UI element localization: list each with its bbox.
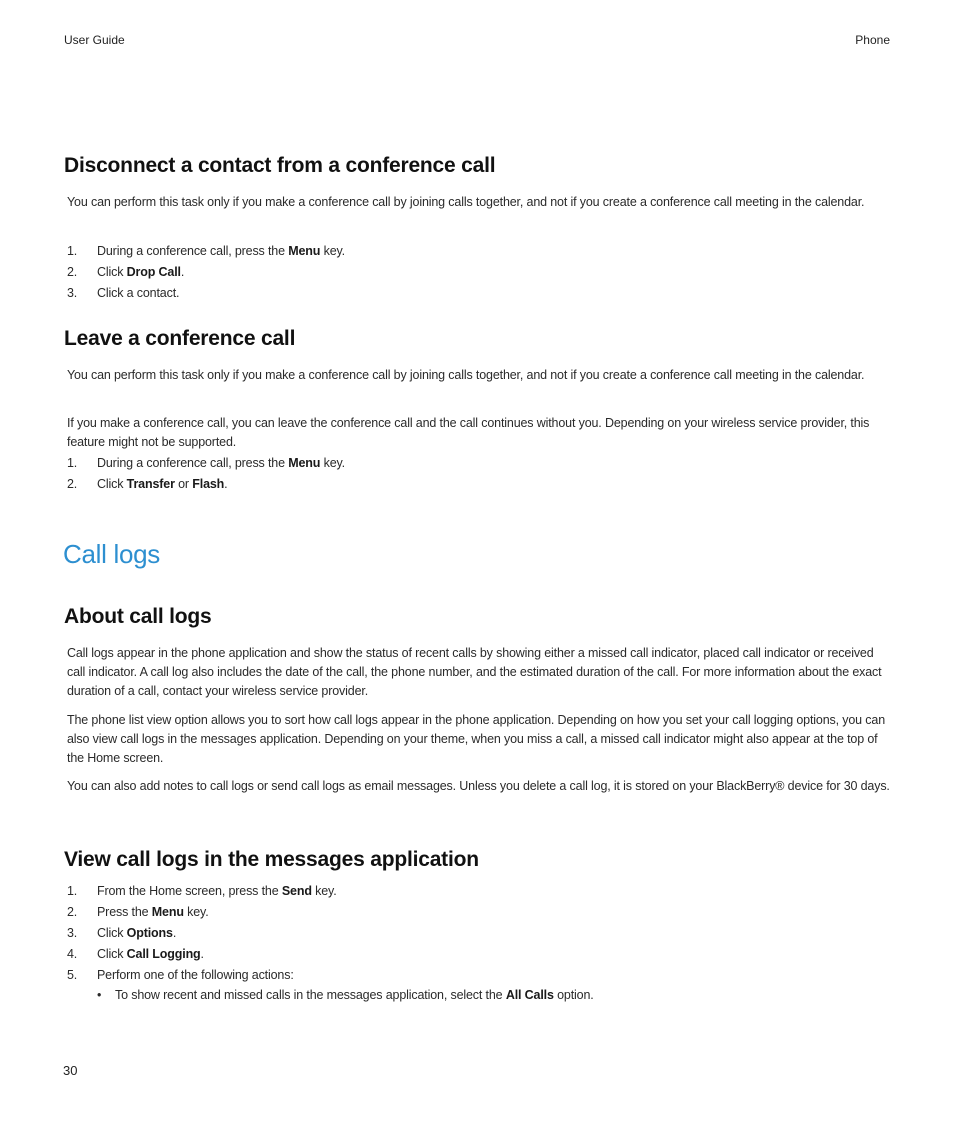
step-number: 2. [67, 477, 78, 491]
page-number: 30 [63, 1063, 78, 1078]
step-text: Click Call Logging. [97, 947, 204, 961]
step-number: 1. [67, 884, 78, 898]
step-number: 5. [67, 968, 78, 982]
section-title-view: View call logs in the messages application [64, 848, 479, 871]
bullet-dot: • [97, 988, 102, 1002]
section-title-disconnect: Disconnect a contact from a conference call [64, 154, 496, 177]
step-number: 1. [67, 456, 78, 470]
bullet-text: To show recent and missed calls in the messages application, select the All Calls option. [115, 988, 594, 1002]
list-item [67, 881, 867, 902]
bullet-item [97, 985, 877, 1006]
list-item [67, 241, 867, 262]
disconnect-intro: You can perform this task only if you make a conference call by joining calls together, and not if you create a conference call meeting in the calendar. [67, 195, 865, 209]
view-steps [67, 881, 867, 986]
step-text: Press the Menu key. [97, 905, 209, 919]
view-bullets [97, 985, 877, 1006]
step-text: From the Home screen, press the Send key. [97, 884, 337, 898]
step-number: 2. [67, 905, 78, 919]
step-number: 4. [67, 947, 78, 961]
about-paragraph-3: You can also add notes to call logs or send call logs as email messages. Unless you delete a call log, it is stored on your BlackBerry® device for 30 days. [67, 779, 890, 793]
list-item [67, 283, 867, 304]
leave-intro: You can perform this task only if you make a conference call by joining calls together, and not if you create a conference call meeting in the calendar. [67, 368, 865, 382]
running-header-left: User Guide [64, 33, 125, 47]
step-text: Click Options. [97, 926, 177, 940]
about-paragraph-2: The phone list view option allows you to sort how call logs appear in the phone application. Depending on how you set your call logging options, you can also view call logs in the messages application. Depending on your theme, when you miss a call, a missed call indicator might also appear at the top of the Home screen. [67, 713, 886, 765]
step-text: During a conference call, press the Menu key. [97, 244, 346, 258]
step-number: 1. [67, 244, 78, 258]
leave-note: If you make a conference call, you can leave the conference call and the call continues without you. Depending on your wireless service provider, this feature might not be supported. [67, 416, 870, 449]
step-text: Click Drop Call. [97, 265, 185, 279]
step-text: Perform one of the following actions: [97, 968, 294, 982]
section-title-about: About call logs [64, 605, 212, 628]
step-number: 2. [67, 265, 78, 279]
step-number: 3. [67, 286, 78, 300]
step-text: Click Transfer or Flash. [97, 477, 228, 491]
list-item [67, 944, 867, 965]
disconnect-steps [67, 241, 867, 304]
running-header-right: Phone [855, 33, 890, 47]
chapter-title: Call logs [63, 539, 161, 569]
list-item [67, 474, 867, 495]
list-item [67, 902, 867, 923]
list-item [67, 262, 867, 283]
list-item [67, 453, 867, 474]
about-paragraph-1: Call logs appear in the phone application and show the status of recent calls by showing either a missed call indicator, placed call indicator or received call indicator. A call log also includes the date of the call, the phone number, and the estimated duration of the call. For more information about the exact duration of a call, contact your wireless service provider. [67, 646, 882, 698]
step-text: During a conference call, press the Menu key. [97, 456, 346, 470]
list-item [67, 923, 867, 944]
list-item [67, 965, 867, 986]
section-title-leave: Leave a conference call [64, 327, 296, 350]
step-number: 3. [67, 926, 78, 940]
leave-steps [67, 453, 867, 495]
step-text: Click a contact. [97, 286, 180, 300]
